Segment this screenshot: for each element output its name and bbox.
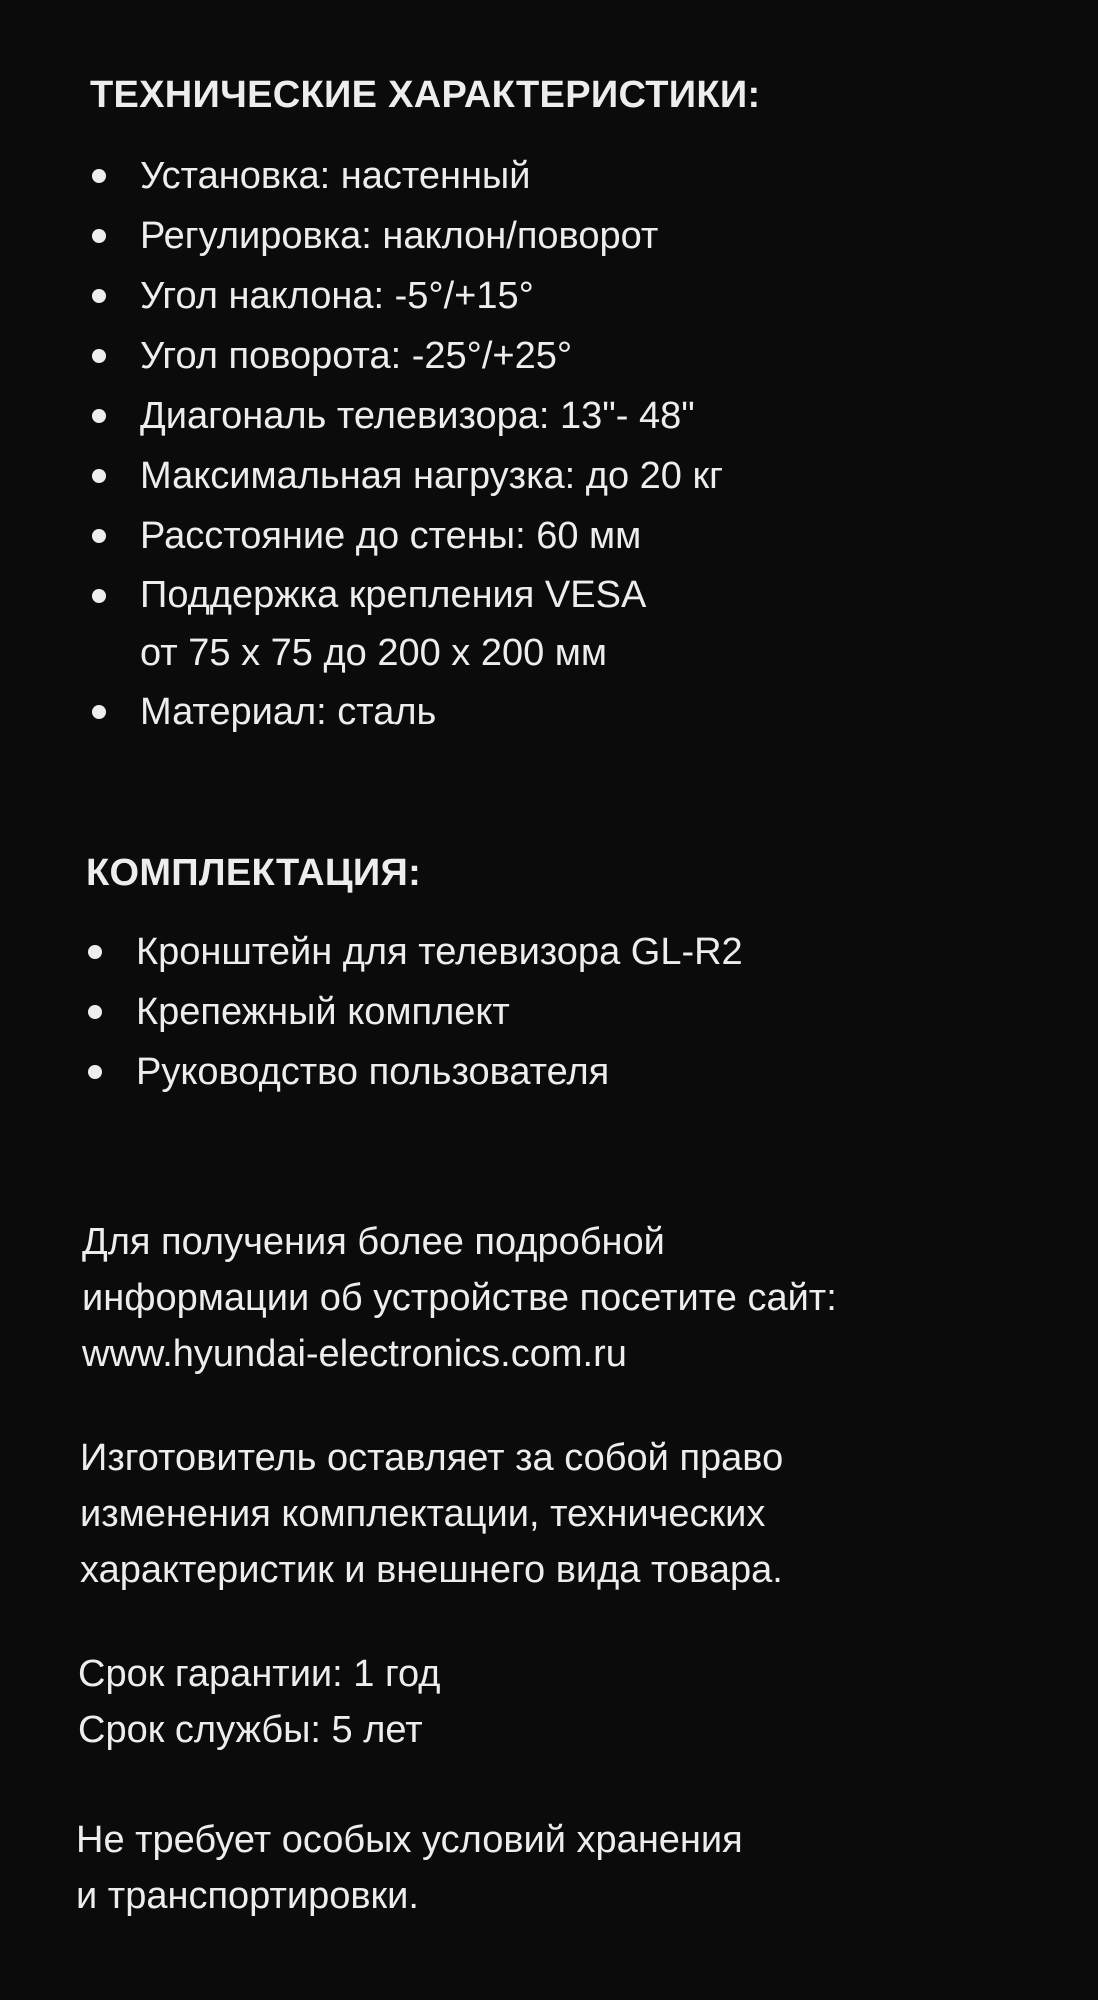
info-paragraph — [82, 1214, 837, 1382]
warranty-period: Срок гарантии: 1 год — [78, 1653, 441, 1695]
package-item: Руководство пользователя — [88, 1042, 743, 1102]
storage-line: Не требует особых условий хранения — [76, 1819, 743, 1861]
spec-item: Угол наклона: -5°/+15° — [92, 266, 723, 326]
spec-item: Установка: настенный — [92, 146, 723, 206]
bullet-icon — [92, 469, 106, 483]
bullet-icon — [92, 229, 106, 243]
spec-item: Регулировка: наклон/поворот — [92, 206, 723, 266]
package-item: Крепежный комплект — [88, 982, 743, 1042]
info-line: Для получения более подробной — [82, 1221, 665, 1263]
spec-item: Поддержка крепления VESA от 75 x 75 до 200 x 200 мм — [92, 566, 723, 682]
disclaimer-line: характеристик и внешнего вида товара. — [80, 1549, 783, 1591]
specs-list — [92, 146, 723, 742]
spec-item: Материал: сталь — [92, 682, 723, 742]
storage-line: и транспортировки. — [76, 1875, 419, 1917]
spec-item: Максимальная нагрузка: до 20 кг — [92, 446, 723, 506]
bullet-icon — [92, 529, 106, 543]
package-list — [88, 922, 743, 1102]
disclaimer-line: изменения комплектации, технических — [80, 1493, 766, 1535]
spec-item: Диагональ телевизора: 13"- 48" — [92, 386, 723, 446]
info-line: информации об устройстве посетите сайт: — [82, 1277, 837, 1319]
warranty-paragraph — [78, 1646, 440, 1758]
bullet-icon — [88, 945, 102, 959]
specs-title: ТЕХНИЧЕСКИЕ ХАРАКТЕРИСТИКИ: — [90, 74, 761, 116]
bullet-icon — [92, 169, 106, 183]
spec-item: Расстояние до стены: 60 мм — [92, 506, 723, 566]
bullet-icon — [92, 289, 106, 303]
bullet-icon — [92, 705, 106, 719]
bullet-icon — [88, 1005, 102, 1019]
package-item: Кронштейн для телевизора GL-R2 — [88, 922, 743, 982]
bullet-icon — [92, 349, 106, 363]
bullet-icon — [92, 409, 106, 423]
disclaimer-line: Изготовитель оставляет за собой право — [80, 1437, 784, 1479]
bullet-icon — [88, 1065, 102, 1079]
storage-paragraph — [76, 1812, 743, 1924]
spec-item: Угол поворота: -25°/+25° — [92, 326, 723, 386]
bullet-icon — [92, 589, 106, 603]
website-url: www.hyundai-electronics.com.ru — [82, 1333, 627, 1375]
service-life: Срок службы: 5 лет — [78, 1709, 423, 1751]
package-title: КОМПЛЕКТАЦИЯ: — [86, 852, 422, 894]
disclaimer-paragraph — [80, 1430, 783, 1598]
